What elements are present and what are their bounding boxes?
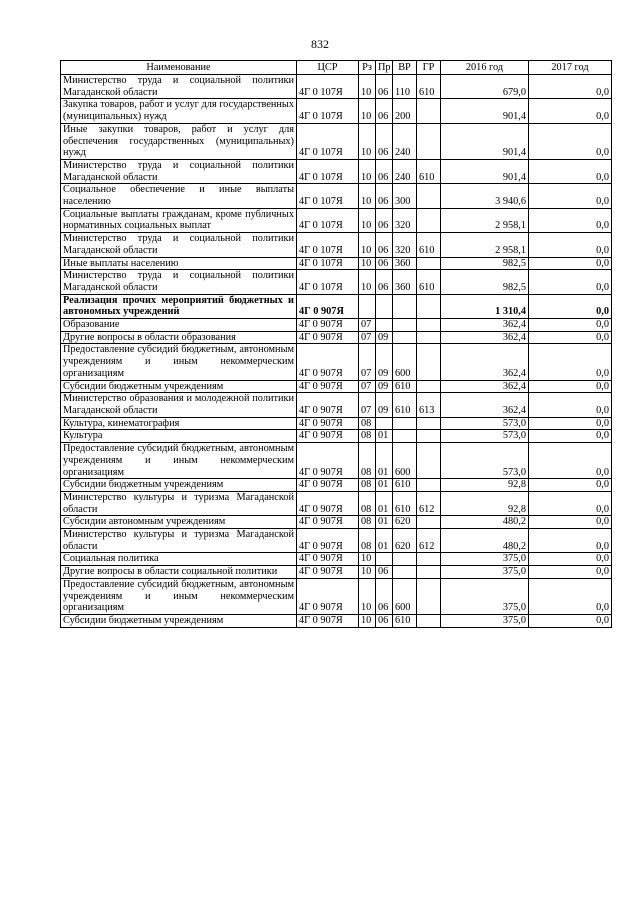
cell-vr: [393, 331, 417, 344]
cell-pr: 01: [376, 491, 393, 515]
cell-2017: 0,0: [529, 184, 612, 208]
cell-csr: 4Г 0 907Я: [297, 294, 359, 318]
cell-name: Министерство труда и социальной политики Магаданской области: [61, 75, 297, 99]
header-rz: Рз: [359, 61, 376, 75]
cell-2016: 375,0: [441, 578, 529, 614]
cell-rz: 10: [359, 233, 376, 257]
table-body: [61, 75, 612, 628]
header-name: Наименование: [61, 61, 297, 75]
cell-2017: 0,0: [529, 75, 612, 99]
cell-2016: 362,4: [441, 331, 529, 344]
cell-2017: 0,0: [529, 99, 612, 123]
cell-rz: 08: [359, 479, 376, 492]
table-row: [61, 233, 612, 257]
cell-pr: 06: [376, 208, 393, 232]
cell-rz: 10: [359, 257, 376, 270]
cell-pr: [376, 319, 393, 332]
cell-rz: 08: [359, 516, 376, 529]
table-row: [61, 159, 612, 183]
table-row: [61, 380, 612, 393]
cell-csr: 4Г 0 107Я: [297, 270, 359, 294]
cell-rz: 10: [359, 553, 376, 566]
header-csr: ЦСР: [297, 61, 359, 75]
cell-name: Культура: [61, 430, 297, 443]
cell-2017: 0,0: [529, 257, 612, 270]
cell-name: Иные выплаты населению: [61, 257, 297, 270]
cell-2017: 0,0: [529, 344, 612, 380]
cell-2016: 901,4: [441, 159, 529, 183]
table-row: [61, 417, 612, 430]
cell-2017: 0,0: [529, 566, 612, 579]
cell-name: Субсидии бюджетным учреждениям: [61, 479, 297, 492]
cell-2016: 982,5: [441, 270, 529, 294]
table-row: [61, 614, 612, 627]
header-2016: 2016 год: [441, 61, 529, 75]
cell-2017: 0,0: [529, 529, 612, 553]
cell-name: Образование: [61, 319, 297, 332]
cell-pr: 09: [376, 331, 393, 344]
cell-csr: 4Г 0 107Я: [297, 184, 359, 208]
cell-csr: 4Г 0 907Я: [297, 443, 359, 479]
cell-gr: [417, 294, 441, 318]
cell-csr: 4Г 0 907Я: [297, 529, 359, 553]
cell-name: Социальные выплаты гражданам, кроме публичных нормативных социальных выплат: [61, 208, 297, 232]
table-row: [61, 578, 612, 614]
cell-gr: [417, 566, 441, 579]
cell-2016: 3 940,6: [441, 184, 529, 208]
cell-2017: 0,0: [529, 380, 612, 393]
cell-pr: 01: [376, 479, 393, 492]
cell-pr: 01: [376, 529, 393, 553]
cell-2016: 480,2: [441, 516, 529, 529]
cell-rz: 08: [359, 529, 376, 553]
cell-vr: [393, 319, 417, 332]
cell-2016: 92,8: [441, 479, 529, 492]
cell-name: Иные закупки товаров, работ и услуг для обеспечения государственных (муниципальных) нужд: [61, 123, 297, 159]
cell-name: Закупка товаров, работ и услуг для государственных (муниципальных) нужд: [61, 99, 297, 123]
cell-gr: [417, 184, 441, 208]
header-pr: Пр: [376, 61, 393, 75]
cell-vr: 610: [393, 479, 417, 492]
table-row: [61, 75, 612, 99]
cell-vr: 200: [393, 99, 417, 123]
cell-2016: 375,0: [441, 614, 529, 627]
cell-vr: [393, 553, 417, 566]
cell-2017: 0,0: [529, 479, 612, 492]
cell-vr: [393, 417, 417, 430]
cell-vr: 360: [393, 270, 417, 294]
table-row: [61, 393, 612, 417]
cell-pr: 06: [376, 75, 393, 99]
cell-name: Другие вопросы в области социальной политики: [61, 566, 297, 579]
cell-vr: 610: [393, 491, 417, 515]
table-row: [61, 344, 612, 380]
cell-name: Министерство образования и молодежной политики Магаданской области: [61, 393, 297, 417]
cell-name: Предоставление субсидий бюджетным, автономным учреждениям и иным некоммерческим организациям: [61, 578, 297, 614]
cell-2016: 1 310,4: [441, 294, 529, 318]
cell-csr: 4Г 0 907Я: [297, 516, 359, 529]
cell-rz: 10: [359, 75, 376, 99]
table-row: [61, 553, 612, 566]
cell-rz: 07: [359, 319, 376, 332]
cell-gr: [417, 479, 441, 492]
cell-pr: 06: [376, 566, 393, 579]
cell-name: Министерство труда и социальной политики Магаданской области: [61, 270, 297, 294]
header-gr: ГР: [417, 61, 441, 75]
cell-gr: [417, 208, 441, 232]
cell-gr: 610: [417, 159, 441, 183]
cell-csr: 4Г 0 907Я: [297, 553, 359, 566]
cell-name: Предоставление субсидий бюджетным, автономным учреждениям и иным некоммерческим организациям: [61, 344, 297, 380]
cell-pr: 06: [376, 159, 393, 183]
cell-2017: 0,0: [529, 159, 612, 183]
cell-csr: 4Г 0 107Я: [297, 257, 359, 270]
cell-vr: 610: [393, 380, 417, 393]
cell-rz: [359, 294, 376, 318]
cell-pr: [376, 417, 393, 430]
cell-gr: [417, 516, 441, 529]
cell-pr: 01: [376, 443, 393, 479]
cell-pr: 06: [376, 184, 393, 208]
table-row: [61, 491, 612, 515]
cell-rz: 10: [359, 614, 376, 627]
cell-csr: 4Г 0 107Я: [297, 123, 359, 159]
table-row: [61, 430, 612, 443]
cell-pr: 06: [376, 99, 393, 123]
cell-csr: 4Г 0 907Я: [297, 578, 359, 614]
table-row: [61, 479, 612, 492]
cell-csr: 4Г 0 907Я: [297, 430, 359, 443]
cell-csr: 4Г 0 107Я: [297, 99, 359, 123]
cell-pr: [376, 294, 393, 318]
cell-name: Культура, кинематография: [61, 417, 297, 430]
table-row: [61, 331, 612, 344]
cell-2016: 901,4: [441, 99, 529, 123]
cell-2017: 0,0: [529, 578, 612, 614]
cell-rz: 10: [359, 270, 376, 294]
cell-pr: [376, 553, 393, 566]
cell-vr: 610: [393, 393, 417, 417]
cell-csr: 4Г 0 107Я: [297, 159, 359, 183]
table-row: [61, 257, 612, 270]
cell-pr: 06: [376, 123, 393, 159]
cell-rz: 08: [359, 417, 376, 430]
cell-rz: 08: [359, 491, 376, 515]
cell-2016: 92,8: [441, 491, 529, 515]
cell-rz: 10: [359, 566, 376, 579]
cell-vr: 300: [393, 184, 417, 208]
cell-2017: 0,0: [529, 270, 612, 294]
cell-2017: 0,0: [529, 417, 612, 430]
cell-rz: 10: [359, 159, 376, 183]
cell-vr: 320: [393, 208, 417, 232]
cell-2016: 2 958,1: [441, 233, 529, 257]
cell-2016: 982,5: [441, 257, 529, 270]
cell-2017: 0,0: [529, 233, 612, 257]
cell-name: Субсидии бюджетным учреждениям: [61, 614, 297, 627]
cell-2017: 0,0: [529, 123, 612, 159]
cell-rz: 10: [359, 184, 376, 208]
cell-2016: 375,0: [441, 553, 529, 566]
cell-rz: 07: [359, 380, 376, 393]
cell-gr: [417, 578, 441, 614]
cell-csr: 4Г 0 907Я: [297, 380, 359, 393]
cell-rz: 08: [359, 443, 376, 479]
cell-gr: 610: [417, 75, 441, 99]
cell-vr: [393, 566, 417, 579]
cell-name: Другие вопросы в области образования: [61, 331, 297, 344]
cell-2016: 362,4: [441, 344, 529, 380]
cell-gr: [417, 443, 441, 479]
cell-2017: 0,0: [529, 430, 612, 443]
cell-vr: 240: [393, 123, 417, 159]
cell-gr: [417, 417, 441, 430]
cell-pr: 06: [376, 233, 393, 257]
cell-vr: 620: [393, 516, 417, 529]
table-row: [61, 529, 612, 553]
cell-gr: 610: [417, 270, 441, 294]
table-row: [61, 270, 612, 294]
cell-gr: [417, 344, 441, 380]
cell-2017: 0,0: [529, 614, 612, 627]
cell-2016: 573,0: [441, 430, 529, 443]
cell-csr: 4Г 0 907Я: [297, 479, 359, 492]
cell-pr: 09: [376, 344, 393, 380]
cell-2016: 362,4: [441, 393, 529, 417]
cell-vr: [393, 430, 417, 443]
cell-2017: 0,0: [529, 294, 612, 318]
page-number: 832: [311, 37, 329, 51]
cell-gr: [417, 331, 441, 344]
cell-gr: 613: [417, 393, 441, 417]
cell-pr: 01: [376, 516, 393, 529]
table-row: [61, 294, 612, 318]
cell-csr: 4Г 0 907Я: [297, 319, 359, 332]
cell-pr: 09: [376, 393, 393, 417]
cell-vr: 360: [393, 257, 417, 270]
cell-gr: 610: [417, 233, 441, 257]
cell-2016: 573,0: [441, 443, 529, 479]
cell-name: Субсидии бюджетным учреждениям: [61, 380, 297, 393]
cell-name: Субсидии автономным учреждениям: [61, 516, 297, 529]
cell-2017: 0,0: [529, 208, 612, 232]
cell-name: Министерство культуры и туризма Магаданской области: [61, 491, 297, 515]
cell-rz: 07: [359, 331, 376, 344]
cell-2016: 375,0: [441, 566, 529, 579]
cell-name: Министерство труда и социальной политики Магаданской области: [61, 159, 297, 183]
cell-rz: 08: [359, 430, 376, 443]
header-row: [61, 61, 612, 75]
cell-vr: [393, 294, 417, 318]
cell-name: Социальная политика: [61, 553, 297, 566]
cell-vr: 620: [393, 529, 417, 553]
cell-name: Социальное обеспечение и иные выплаты населению: [61, 184, 297, 208]
cell-pr: 06: [376, 270, 393, 294]
cell-gr: [417, 430, 441, 443]
cell-pr: 06: [376, 614, 393, 627]
cell-gr: [417, 257, 441, 270]
cell-csr: 4Г 0 907Я: [297, 566, 359, 579]
cell-2017: 0,0: [529, 443, 612, 479]
cell-csr: 4Г 0 907Я: [297, 331, 359, 344]
cell-vr: 240: [393, 159, 417, 183]
cell-name: Министерство труда и социальной политики Магаданской области: [61, 233, 297, 257]
cell-csr: 4Г 0 107Я: [297, 75, 359, 99]
cell-csr: 4Г 0 907Я: [297, 393, 359, 417]
cell-name: Реализация прочих мероприятий бюджетных и автономных учреждений: [61, 294, 297, 318]
cell-rz: 07: [359, 344, 376, 380]
cell-2017: 0,0: [529, 553, 612, 566]
cell-vr: 600: [393, 344, 417, 380]
cell-2016: 573,0: [441, 417, 529, 430]
table-row: [61, 123, 612, 159]
cell-vr: 110: [393, 75, 417, 99]
cell-2016: 679,0: [441, 75, 529, 99]
cell-csr: 4Г 0 907Я: [297, 491, 359, 515]
cell-2016: 480,2: [441, 529, 529, 553]
cell-rz: 10: [359, 208, 376, 232]
cell-rz: 10: [359, 578, 376, 614]
cell-csr: 4Г 0 107Я: [297, 233, 359, 257]
cell-gr: [417, 614, 441, 627]
table-row: [61, 443, 612, 479]
cell-csr: 4Г 0 907Я: [297, 344, 359, 380]
cell-2017: 0,0: [529, 491, 612, 515]
cell-2017: 0,0: [529, 393, 612, 417]
cell-2016: 362,4: [441, 380, 529, 393]
cell-vr: 610: [393, 614, 417, 627]
cell-csr: 4Г 0 907Я: [297, 614, 359, 627]
cell-2017: 0,0: [529, 319, 612, 332]
cell-gr: [417, 553, 441, 566]
cell-2017: 0,0: [529, 331, 612, 344]
table-row: [61, 99, 612, 123]
cell-2016: 2 958,1: [441, 208, 529, 232]
cell-gr: [417, 319, 441, 332]
cell-gr: 612: [417, 491, 441, 515]
cell-rz: 10: [359, 99, 376, 123]
table-row: [61, 208, 612, 232]
cell-gr: [417, 123, 441, 159]
header-vr: ВР: [393, 61, 417, 75]
cell-pr: 01: [376, 430, 393, 443]
table-row: [61, 319, 612, 332]
table-row: [61, 184, 612, 208]
cell-2016: 901,4: [441, 123, 529, 159]
cell-gr: [417, 380, 441, 393]
cell-gr: [417, 99, 441, 123]
budget-table: [60, 60, 612, 628]
cell-pr: 06: [376, 578, 393, 614]
cell-vr: 600: [393, 443, 417, 479]
cell-rz: 10: [359, 123, 376, 159]
table-row: [61, 566, 612, 579]
cell-csr: 4Г 0 107Я: [297, 208, 359, 232]
cell-2016: 362,4: [441, 319, 529, 332]
cell-pr: 06: [376, 257, 393, 270]
header-2017: 2017 год: [529, 61, 612, 75]
cell-pr: 09: [376, 380, 393, 393]
cell-csr: 4Г 0 907Я: [297, 417, 359, 430]
table-row: [61, 516, 612, 529]
cell-rz: 07: [359, 393, 376, 417]
cell-name: Министерство культуры и туризма Магаданской области: [61, 529, 297, 553]
cell-2017: 0,0: [529, 516, 612, 529]
cell-name: Предоставление субсидий бюджетным, автономным учреждениям и иным некоммерческим организациям: [61, 443, 297, 479]
cell-vr: 600: [393, 578, 417, 614]
cell-vr: 320: [393, 233, 417, 257]
cell-gr: 612: [417, 529, 441, 553]
